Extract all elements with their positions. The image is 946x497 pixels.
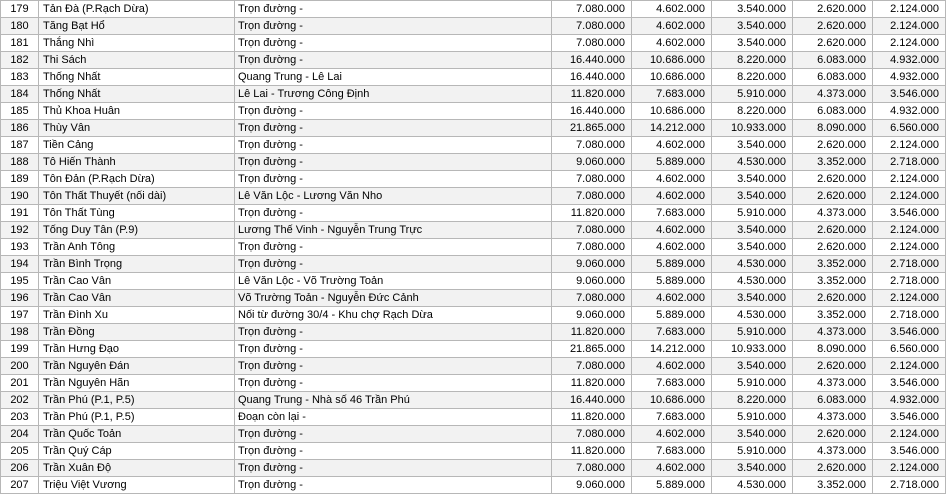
price-position-4-cell: 4.373.000 [793, 205, 873, 222]
street-name-cell: Trần Quốc Toản [39, 426, 235, 443]
price-position-2-cell: 5.889.000 [632, 307, 712, 324]
table-row [1, 477, 946, 494]
price-position-2-cell: 4.602.000 [632, 222, 712, 239]
row-number-cell: 182 [1, 52, 39, 69]
row-number-cell: 192 [1, 222, 39, 239]
street-name-cell: Trần Phú (P.1, P.5) [39, 409, 235, 426]
price-position-5-cell: 2.124.000 [873, 358, 946, 375]
price-position-5-cell: 2.718.000 [873, 154, 946, 171]
price-position-1-cell: 7.080.000 [552, 426, 632, 443]
price-position-3-cell: 4.530.000 [712, 273, 793, 290]
table-row [1, 443, 946, 460]
price-position-5-cell: 4.932.000 [873, 69, 946, 86]
street-name-cell: Trần Đồng [39, 324, 235, 341]
street-segment-cell: Lê Văn Lộc - Lương Văn Nho [235, 188, 552, 205]
street-name-cell: Tôn Thất Tùng [39, 205, 235, 222]
price-position-5-cell: 2.124.000 [873, 222, 946, 239]
price-position-1-cell: 11.820.000 [552, 205, 632, 222]
price-position-3-cell: 4.530.000 [712, 477, 793, 494]
street-segment-cell: Trọn đường - [235, 324, 552, 341]
price-position-5-cell: 2.124.000 [873, 137, 946, 154]
street-name-cell: Trần Nguyên Đán [39, 358, 235, 375]
price-position-5-cell: 2.718.000 [873, 307, 946, 324]
price-position-3-cell: 8.220.000 [712, 52, 793, 69]
price-position-1-cell: 7.080.000 [552, 222, 632, 239]
price-position-5-cell: 2.718.000 [873, 256, 946, 273]
price-position-2-cell: 10.686.000 [632, 103, 712, 120]
street-name-cell: Tiền Cảng [39, 137, 235, 154]
street-name-cell: Thống Nhất [39, 69, 235, 86]
table-row [1, 256, 946, 273]
price-position-5-cell: 6.560.000 [873, 341, 946, 358]
street-name-cell: Tản Đà (P.Rạch Dừa) [39, 1, 235, 18]
price-position-4-cell: 6.083.000 [793, 69, 873, 86]
price-position-2-cell: 7.683.000 [632, 205, 712, 222]
street-name-cell: Tôn Đản (P.Rạch Dừa) [39, 171, 235, 188]
price-position-1-cell: 16.440.000 [552, 392, 632, 409]
price-position-1-cell: 9.060.000 [552, 273, 632, 290]
price-position-2-cell: 4.602.000 [632, 426, 712, 443]
row-number-cell: 201 [1, 375, 39, 392]
price-position-4-cell: 4.373.000 [793, 324, 873, 341]
price-position-5-cell: 2.718.000 [873, 273, 946, 290]
price-position-2-cell: 4.602.000 [632, 171, 712, 188]
row-number-cell: 196 [1, 290, 39, 307]
street-name-cell: Thi Sách [39, 52, 235, 69]
price-position-4-cell: 4.373.000 [793, 409, 873, 426]
price-position-2-cell: 14.212.000 [632, 341, 712, 358]
street-segment-cell: Trọn đường - [235, 426, 552, 443]
price-position-1-cell: 7.080.000 [552, 460, 632, 477]
row-number-cell: 180 [1, 18, 39, 35]
table-row [1, 290, 946, 307]
price-position-5-cell: 2.718.000 [873, 477, 946, 494]
price-position-5-cell: 4.932.000 [873, 392, 946, 409]
price-position-5-cell: 3.546.000 [873, 86, 946, 103]
price-position-5-cell: 2.124.000 [873, 426, 946, 443]
price-position-4-cell: 8.090.000 [793, 120, 873, 137]
price-position-1-cell: 7.080.000 [552, 137, 632, 154]
table-row [1, 358, 946, 375]
street-segment-cell: Trọn đường - [235, 205, 552, 222]
price-position-5-cell: 2.124.000 [873, 1, 946, 18]
price-position-2-cell: 7.683.000 [632, 375, 712, 392]
price-position-4-cell: 8.090.000 [793, 341, 873, 358]
street-segment-cell: Trọn đường - [235, 460, 552, 477]
row-number-cell: 206 [1, 460, 39, 477]
row-number-cell: 183 [1, 69, 39, 86]
price-position-2-cell: 10.686.000 [632, 392, 712, 409]
street-name-cell: Triệu Việt Vương [39, 477, 235, 494]
table-row [1, 375, 946, 392]
street-segment-cell: Trọn đường - [235, 1, 552, 18]
price-position-1-cell: 7.080.000 [552, 188, 632, 205]
price-position-3-cell: 3.540.000 [712, 137, 793, 154]
price-position-4-cell: 3.352.000 [793, 273, 873, 290]
table-row [1, 239, 946, 256]
price-position-5-cell: 2.124.000 [873, 171, 946, 188]
table-row [1, 52, 946, 69]
table-row [1, 205, 946, 222]
row-number-cell: 194 [1, 256, 39, 273]
street-segment-cell: Quang Trung - Lê Lai [235, 69, 552, 86]
price-position-4-cell: 2.620.000 [793, 1, 873, 18]
street-name-cell: Trần Phú (P.1, P.5) [39, 392, 235, 409]
price-position-1-cell: 7.080.000 [552, 18, 632, 35]
price-position-1-cell: 7.080.000 [552, 290, 632, 307]
table-row [1, 341, 946, 358]
street-segment-cell: Nối từ đường 30/4 - Khu chợ Rạch Dừa [235, 307, 552, 324]
street-segment-cell: Trọn đường - [235, 341, 552, 358]
row-number-cell: 179 [1, 1, 39, 18]
row-number-cell: 193 [1, 239, 39, 256]
price-position-2-cell: 4.602.000 [632, 188, 712, 205]
table-row [1, 273, 946, 290]
street-segment-cell: Trọn đường - [235, 137, 552, 154]
price-position-5-cell: 6.560.000 [873, 120, 946, 137]
price-position-4-cell: 6.083.000 [793, 392, 873, 409]
price-position-3-cell: 5.910.000 [712, 205, 793, 222]
price-position-4-cell: 4.373.000 [793, 86, 873, 103]
price-position-1-cell: 7.080.000 [552, 239, 632, 256]
street-name-cell: Trần Cao Vân [39, 290, 235, 307]
price-position-3-cell: 10.933.000 [712, 341, 793, 358]
price-position-1-cell: 16.440.000 [552, 103, 632, 120]
row-number-cell: 204 [1, 426, 39, 443]
price-position-3-cell: 3.540.000 [712, 1, 793, 18]
street-segment-cell: Trọn đường - [235, 358, 552, 375]
price-position-2-cell: 5.889.000 [632, 154, 712, 171]
street-name-cell: Trần Quý Cáp [39, 443, 235, 460]
price-position-2-cell: 14.212.000 [632, 120, 712, 137]
street-segment-cell: Quang Trung - Nhà số 46 Trần Phú [235, 392, 552, 409]
price-position-3-cell: 10.933.000 [712, 120, 793, 137]
table-row [1, 426, 946, 443]
row-number-cell: 189 [1, 171, 39, 188]
street-segment-cell: Trọn đường - [235, 443, 552, 460]
price-position-1-cell: 7.080.000 [552, 171, 632, 188]
street-segment-cell: Trọn đường - [235, 256, 552, 273]
price-position-4-cell: 2.620.000 [793, 358, 873, 375]
street-segment-cell: Trọn đường - [235, 120, 552, 137]
table-row [1, 86, 946, 103]
price-position-5-cell: 2.124.000 [873, 188, 946, 205]
table-row [1, 222, 946, 239]
price-position-3-cell: 5.910.000 [712, 375, 793, 392]
street-segment-cell: Võ Trường Toản - Nguyễn Đức Cảnh [235, 290, 552, 307]
price-position-2-cell: 5.889.000 [632, 477, 712, 494]
price-position-4-cell: 2.620.000 [793, 426, 873, 443]
price-position-2-cell: 4.602.000 [632, 137, 712, 154]
row-number-cell: 202 [1, 392, 39, 409]
price-position-4-cell: 6.083.000 [793, 52, 873, 69]
row-number-cell: 207 [1, 477, 39, 494]
price-position-1-cell: 7.080.000 [552, 358, 632, 375]
table-row [1, 154, 946, 171]
street-name-cell: Trần Nguyên Hãn [39, 375, 235, 392]
price-position-3-cell: 3.540.000 [712, 222, 793, 239]
price-position-4-cell: 2.620.000 [793, 290, 873, 307]
price-position-1-cell: 11.820.000 [552, 375, 632, 392]
price-position-3-cell: 4.530.000 [712, 256, 793, 273]
row-number-cell: 188 [1, 154, 39, 171]
street-segment-cell: Trọn đường - [235, 52, 552, 69]
street-segment-cell: Trọn đường - [235, 154, 552, 171]
price-position-3-cell: 3.540.000 [712, 290, 793, 307]
price-position-5-cell: 3.546.000 [873, 443, 946, 460]
table-row [1, 120, 946, 137]
row-number-cell: 191 [1, 205, 39, 222]
price-position-3-cell: 5.910.000 [712, 443, 793, 460]
price-position-4-cell: 2.620.000 [793, 188, 873, 205]
price-position-1-cell: 16.440.000 [552, 52, 632, 69]
price-position-4-cell: 3.352.000 [793, 256, 873, 273]
price-position-2-cell: 4.602.000 [632, 358, 712, 375]
street-name-cell: Thùy Vân [39, 120, 235, 137]
price-position-2-cell: 4.602.000 [632, 1, 712, 18]
table-row [1, 103, 946, 120]
price-position-1-cell: 11.820.000 [552, 409, 632, 426]
price-position-3-cell: 3.540.000 [712, 188, 793, 205]
street-segment-cell: Trọn đường - [235, 171, 552, 188]
street-segment-cell: Lê Lai - Trương Công Định [235, 86, 552, 103]
price-position-1-cell: 21.865.000 [552, 341, 632, 358]
price-position-3-cell: 3.540.000 [712, 171, 793, 188]
table-row [1, 409, 946, 426]
street-name-cell: Trần Bình Trọng [39, 256, 235, 273]
price-position-5-cell: 2.124.000 [873, 460, 946, 477]
price-position-2-cell: 5.889.000 [632, 256, 712, 273]
price-position-2-cell: 7.683.000 [632, 86, 712, 103]
price-position-5-cell: 3.546.000 [873, 205, 946, 222]
table-row [1, 307, 946, 324]
row-number-cell: 197 [1, 307, 39, 324]
price-position-4-cell: 2.620.000 [793, 171, 873, 188]
price-position-4-cell: 4.373.000 [793, 443, 873, 460]
street-name-cell: Tô Hiến Thành [39, 154, 235, 171]
price-position-5-cell: 2.124.000 [873, 18, 946, 35]
row-number-cell: 203 [1, 409, 39, 426]
price-position-4-cell: 6.083.000 [793, 103, 873, 120]
price-position-3-cell: 8.220.000 [712, 392, 793, 409]
price-position-2-cell: 7.683.000 [632, 409, 712, 426]
price-position-1-cell: 9.060.000 [552, 477, 632, 494]
row-number-cell: 205 [1, 443, 39, 460]
price-position-3-cell: 4.530.000 [712, 154, 793, 171]
price-position-2-cell: 4.602.000 [632, 290, 712, 307]
price-position-4-cell: 3.352.000 [793, 477, 873, 494]
price-position-1-cell: 9.060.000 [552, 307, 632, 324]
street-name-cell: Tăng Bạt Hổ [39, 18, 235, 35]
price-position-1-cell: 7.080.000 [552, 1, 632, 18]
street-name-cell: Thắng Nhì [39, 35, 235, 52]
price-position-3-cell: 3.540.000 [712, 35, 793, 52]
price-position-2-cell: 5.889.000 [632, 273, 712, 290]
price-position-5-cell: 2.124.000 [873, 290, 946, 307]
street-segment-cell: Trọn đường - [235, 103, 552, 120]
price-position-3-cell: 3.540.000 [712, 460, 793, 477]
row-number-cell: 186 [1, 120, 39, 137]
price-position-3-cell: 5.910.000 [712, 409, 793, 426]
street-segment-cell: Trọn đường - [235, 18, 552, 35]
table-row [1, 69, 946, 86]
price-position-4-cell: 2.620.000 [793, 239, 873, 256]
row-number-cell: 199 [1, 341, 39, 358]
table-row [1, 392, 946, 409]
price-position-5-cell: 4.932.000 [873, 52, 946, 69]
price-position-1-cell: 21.865.000 [552, 120, 632, 137]
street-name-cell: Trần Cao Vân [39, 273, 235, 290]
table-row [1, 1, 946, 18]
price-position-3-cell: 3.540.000 [712, 426, 793, 443]
street-segment-cell: Đoạn còn lại - [235, 409, 552, 426]
price-position-2-cell: 10.686.000 [632, 52, 712, 69]
row-number-cell: 181 [1, 35, 39, 52]
price-position-1-cell: 9.060.000 [552, 154, 632, 171]
price-position-1-cell: 11.820.000 [552, 86, 632, 103]
price-position-5-cell: 2.124.000 [873, 239, 946, 256]
price-position-2-cell: 4.602.000 [632, 239, 712, 256]
price-position-1-cell: 9.060.000 [552, 256, 632, 273]
table-row [1, 18, 946, 35]
table-row [1, 171, 946, 188]
price-position-2-cell: 10.686.000 [632, 69, 712, 86]
street-name-cell: Trần Hưng Đạo [39, 341, 235, 358]
street-segment-cell: Trọn đường - [235, 477, 552, 494]
price-position-3-cell: 5.910.000 [712, 324, 793, 341]
table-row [1, 188, 946, 205]
price-position-2-cell: 4.602.000 [632, 460, 712, 477]
price-position-3-cell: 4.530.000 [712, 307, 793, 324]
street-name-cell: Tôn Thất Thuyết (nối dài) [39, 188, 235, 205]
price-position-3-cell: 3.540.000 [712, 239, 793, 256]
price-position-2-cell: 7.683.000 [632, 324, 712, 341]
street-name-cell: Tống Duy Tân (P.9) [39, 222, 235, 239]
row-number-cell: 190 [1, 188, 39, 205]
price-position-1-cell: 7.080.000 [552, 35, 632, 52]
table-body [1, 1, 946, 494]
price-position-4-cell: 3.352.000 [793, 307, 873, 324]
price-position-3-cell: 8.220.000 [712, 69, 793, 86]
price-position-1-cell: 11.820.000 [552, 324, 632, 341]
row-number-cell: 184 [1, 86, 39, 103]
price-position-5-cell: 2.124.000 [873, 35, 946, 52]
price-position-3-cell: 5.910.000 [712, 86, 793, 103]
table-row [1, 35, 946, 52]
price-position-2-cell: 4.602.000 [632, 35, 712, 52]
street-segment-cell: Trọn đường - [235, 35, 552, 52]
row-number-cell: 198 [1, 324, 39, 341]
price-position-4-cell: 2.620.000 [793, 35, 873, 52]
street-segment-cell: Lê Văn Lộc - Võ Trường Toản [235, 273, 552, 290]
price-position-1-cell: 11.820.000 [552, 443, 632, 460]
row-number-cell: 187 [1, 137, 39, 154]
street-segment-cell: Lương Thế Vinh - Nguyễn Trung Trực [235, 222, 552, 239]
price-position-3-cell: 3.540.000 [712, 358, 793, 375]
row-number-cell: 195 [1, 273, 39, 290]
price-position-5-cell: 3.546.000 [873, 375, 946, 392]
row-number-cell: 200 [1, 358, 39, 375]
price-position-5-cell: 4.932.000 [873, 103, 946, 120]
price-position-2-cell: 7.683.000 [632, 443, 712, 460]
street-name-cell: Trần Xuân Độ [39, 460, 235, 477]
row-number-cell: 185 [1, 103, 39, 120]
street-segment-cell: Trọn đường - [235, 375, 552, 392]
table-row [1, 324, 946, 341]
price-position-4-cell: 2.620.000 [793, 460, 873, 477]
price-position-1-cell: 16.440.000 [552, 69, 632, 86]
price-position-4-cell: 3.352.000 [793, 154, 873, 171]
price-position-2-cell: 4.602.000 [632, 18, 712, 35]
price-position-5-cell: 3.546.000 [873, 324, 946, 341]
price-position-5-cell: 3.546.000 [873, 409, 946, 426]
table-row [1, 137, 946, 154]
street-name-cell: Trần Đình Xu [39, 307, 235, 324]
price-position-3-cell: 8.220.000 [712, 103, 793, 120]
street-name-cell: Trần Anh Tông [39, 239, 235, 256]
price-position-4-cell: 2.620.000 [793, 137, 873, 154]
street-segment-cell: Trọn đường - [235, 239, 552, 256]
table-row [1, 460, 946, 477]
street-name-cell: Thống Nhất [39, 86, 235, 103]
price-position-3-cell: 3.540.000 [712, 18, 793, 35]
price-position-4-cell: 2.620.000 [793, 18, 873, 35]
street-name-cell: Thủ Khoa Huân [39, 103, 235, 120]
price-position-4-cell: 4.373.000 [793, 375, 873, 392]
price-position-4-cell: 2.620.000 [793, 222, 873, 239]
